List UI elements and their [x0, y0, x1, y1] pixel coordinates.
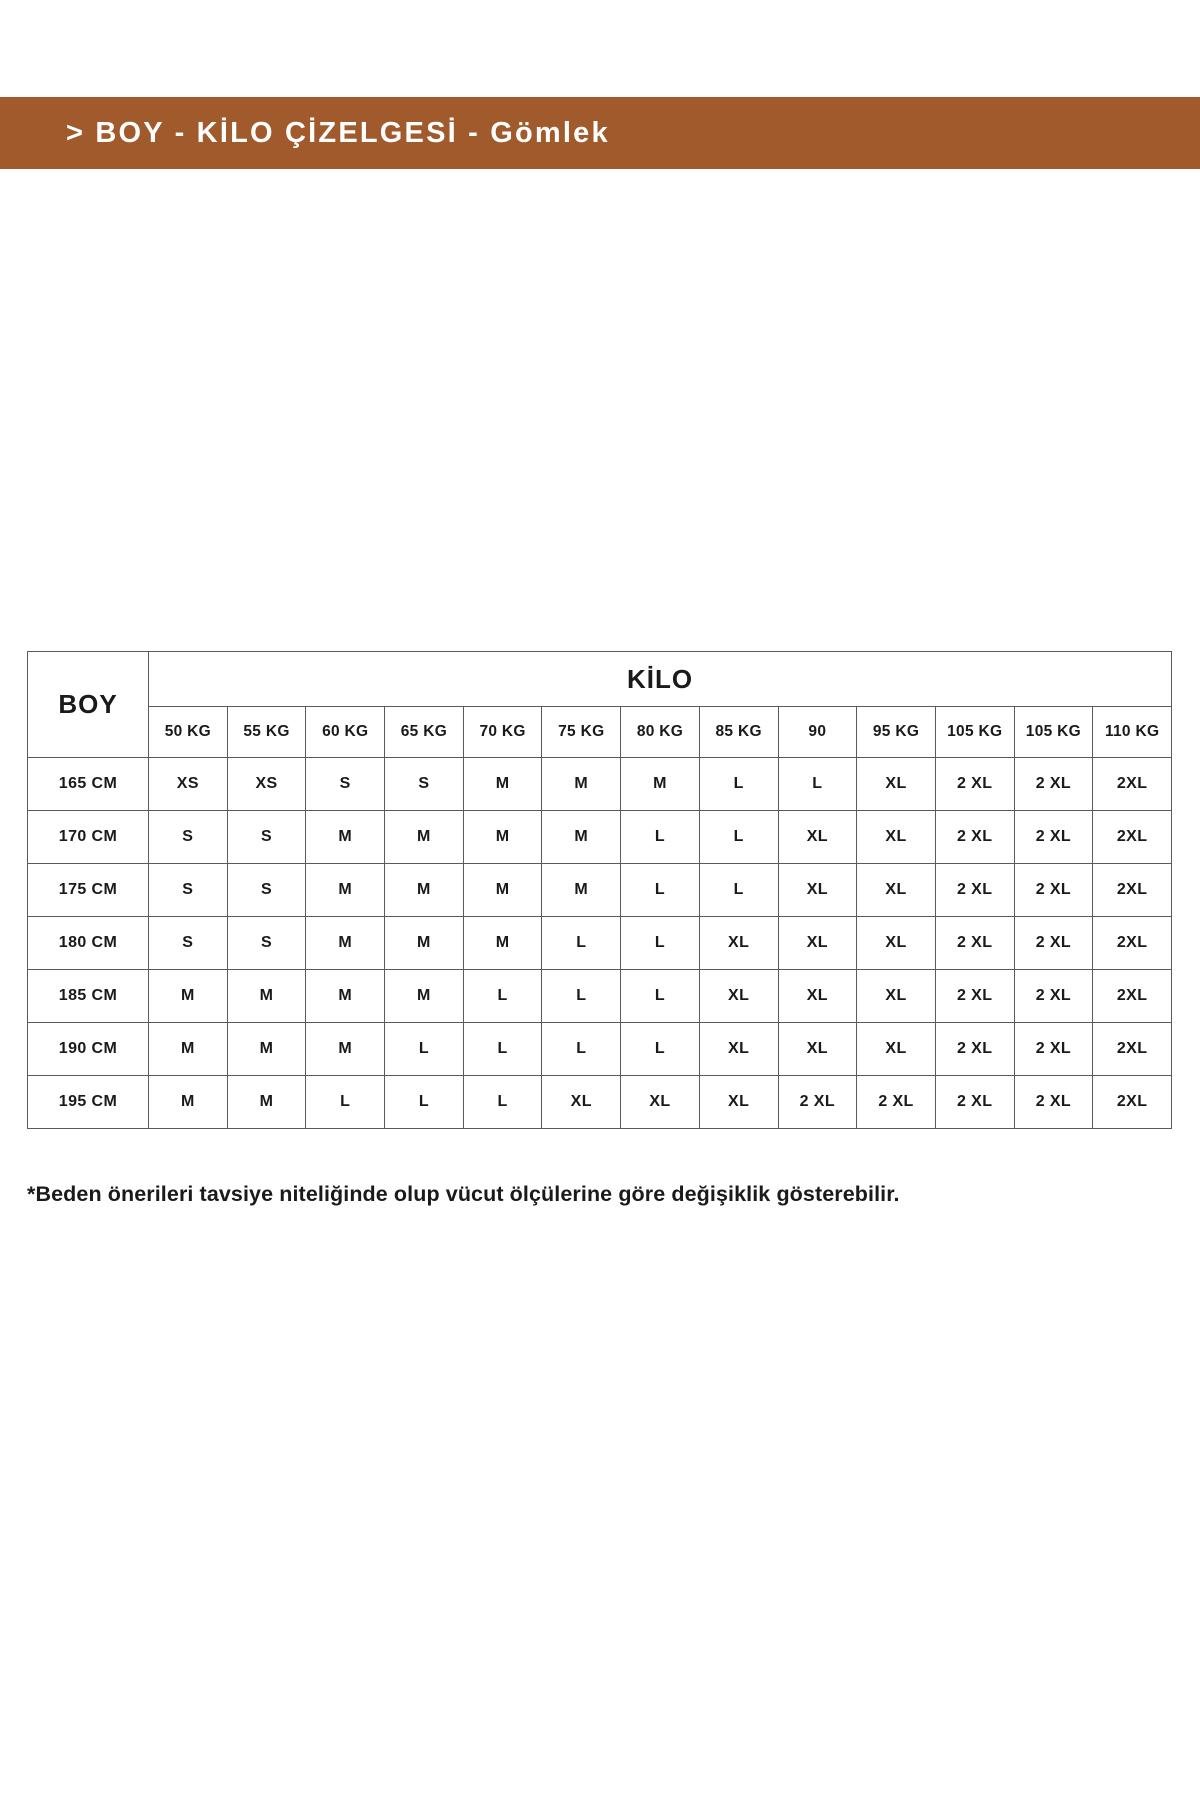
size-cell: L	[778, 758, 857, 811]
size-cell: L	[542, 917, 621, 970]
size-cell: L	[306, 1076, 385, 1129]
size-cell: M	[306, 864, 385, 917]
size-cell: M	[385, 970, 464, 1023]
size-cell: XL	[857, 758, 936, 811]
size-cell: 2 XL	[935, 970, 1014, 1023]
weight-header-cell: 105 KG	[935, 707, 1014, 758]
size-cell: 2 XL	[1014, 864, 1093, 917]
height-label-cell: 195 CM	[28, 1076, 149, 1129]
height-label-cell: 175 CM	[28, 864, 149, 917]
size-cell: 2 XL	[1014, 970, 1093, 1023]
weight-header-cell: 80 KG	[621, 707, 700, 758]
size-cell: M	[385, 917, 464, 970]
weight-header-cell: 65 KG	[385, 707, 464, 758]
size-cell: L	[699, 758, 778, 811]
size-cell: L	[699, 811, 778, 864]
size-cell: S	[149, 811, 228, 864]
size-cell: XL	[778, 917, 857, 970]
size-chart-body	[28, 652, 1172, 1129]
size-cell: M	[463, 811, 542, 864]
size-cell: XL	[621, 1076, 700, 1129]
table-row	[28, 864, 1172, 917]
size-cell: L	[621, 917, 700, 970]
size-cell: 2 XL	[1014, 758, 1093, 811]
height-label-cell: 185 CM	[28, 970, 149, 1023]
size-cell: S	[385, 758, 464, 811]
weight-header-cell: 110 KG	[1093, 707, 1172, 758]
size-cell: M	[463, 917, 542, 970]
size-cell: M	[149, 1076, 228, 1129]
table-row	[28, 811, 1172, 864]
size-cell: 2XL	[1093, 1076, 1172, 1129]
size-cell: XL	[778, 1023, 857, 1076]
size-cell: M	[227, 1023, 306, 1076]
size-cell: S	[227, 811, 306, 864]
size-cell: 2 XL	[778, 1076, 857, 1129]
size-cell: S	[149, 917, 228, 970]
size-cell: 2XL	[1093, 1023, 1172, 1076]
size-cell: 2 XL	[935, 1076, 1014, 1129]
size-cell: M	[463, 758, 542, 811]
weight-header-cell: 85 KG	[699, 707, 778, 758]
weight-header-cell: 50 KG	[149, 707, 228, 758]
size-cell: M	[227, 1076, 306, 1129]
weight-header-cell: 105 KG	[1014, 707, 1093, 758]
size-cell: 2 XL	[935, 864, 1014, 917]
size-cell: 2 XL	[1014, 917, 1093, 970]
size-cell: S	[227, 864, 306, 917]
size-cell: XL	[857, 1023, 936, 1076]
weight-header-cell: 60 KG	[306, 707, 385, 758]
table-row	[28, 1076, 1172, 1129]
size-cell: M	[227, 970, 306, 1023]
size-cell: XL	[857, 864, 936, 917]
table-group-header-row	[28, 652, 1172, 707]
size-cell: M	[149, 1023, 228, 1076]
size-cell: XS	[227, 758, 306, 811]
size-cell: L	[542, 1023, 621, 1076]
size-cell: XL	[542, 1076, 621, 1129]
size-cell: S	[227, 917, 306, 970]
size-cell: L	[463, 1023, 542, 1076]
size-cell: L	[621, 1023, 700, 1076]
size-cell: 2 XL	[1014, 1023, 1093, 1076]
size-cell: 2XL	[1093, 917, 1172, 970]
size-cell: 2 XL	[935, 758, 1014, 811]
size-cell: XL	[699, 917, 778, 970]
size-cell: XL	[699, 1076, 778, 1129]
group-header-kilo: KİLO	[149, 652, 1172, 707]
weight-header-cell: 55 KG	[227, 707, 306, 758]
size-cell: M	[542, 811, 621, 864]
header-banner	[0, 97, 1200, 169]
size-cell: M	[542, 864, 621, 917]
size-cell: M	[621, 758, 700, 811]
size-cell: M	[385, 864, 464, 917]
weight-header-cell: 75 KG	[542, 707, 621, 758]
size-cell: M	[306, 917, 385, 970]
weight-header-cell: 70 KG	[463, 707, 542, 758]
table-weight-header-row	[28, 707, 1172, 758]
size-cell: XL	[778, 864, 857, 917]
height-label-cell: 165 CM	[28, 758, 149, 811]
size-cell: XL	[857, 917, 936, 970]
height-label-cell: 190 CM	[28, 1023, 149, 1076]
size-cell: 2XL	[1093, 864, 1172, 917]
size-cell: M	[306, 970, 385, 1023]
size-cell: XL	[778, 811, 857, 864]
size-cell: M	[385, 811, 464, 864]
size-cell: XL	[699, 1023, 778, 1076]
size-cell: L	[699, 864, 778, 917]
weight-header-cell: 90	[778, 707, 857, 758]
weight-header-cell: 95 KG	[857, 707, 936, 758]
height-label-cell: 170 CM	[28, 811, 149, 864]
size-cell: M	[306, 811, 385, 864]
size-cell: 2 XL	[935, 1023, 1014, 1076]
size-cell: 2 XL	[1014, 1076, 1093, 1129]
size-cell: M	[306, 1023, 385, 1076]
size-cell: L	[385, 1076, 464, 1129]
size-cell: S	[306, 758, 385, 811]
size-cell: L	[463, 970, 542, 1023]
size-chart-table	[27, 651, 1172, 1129]
size-cell: XS	[149, 758, 228, 811]
size-cell: 2XL	[1093, 811, 1172, 864]
size-cell: L	[385, 1023, 464, 1076]
table-row	[28, 970, 1172, 1023]
size-cell: 2XL	[1093, 970, 1172, 1023]
size-cell: L	[463, 1076, 542, 1129]
size-cell: XL	[857, 811, 936, 864]
corner-header-boy: BOY	[28, 652, 149, 758]
size-cell: S	[149, 864, 228, 917]
footnote-text: *Beden önerileri tavsiye niteliğinde olup vücut ölçülerine göre değişiklik gösterebilir.	[27, 1182, 900, 1206]
page-title: > BOY - KİLO ÇİZELGESİ - Gömlek	[66, 116, 610, 149]
size-cell: XL	[699, 970, 778, 1023]
size-cell: 2 XL	[857, 1076, 936, 1129]
size-cell: M	[149, 970, 228, 1023]
height-label-cell: 180 CM	[28, 917, 149, 970]
size-cell: L	[542, 970, 621, 1023]
table-row	[28, 917, 1172, 970]
size-cell: M	[542, 758, 621, 811]
size-chart-container	[27, 651, 1172, 1129]
size-cell: 2XL	[1093, 758, 1172, 811]
table-row	[28, 758, 1172, 811]
size-cell: M	[463, 864, 542, 917]
table-row	[28, 1023, 1172, 1076]
size-cell: L	[621, 864, 700, 917]
size-cell: L	[621, 970, 700, 1023]
size-cell: L	[621, 811, 700, 864]
size-cell: 2 XL	[1014, 811, 1093, 864]
size-cell: 2 XL	[935, 811, 1014, 864]
size-cell: 2 XL	[935, 917, 1014, 970]
size-cell: XL	[778, 970, 857, 1023]
size-cell: XL	[857, 970, 936, 1023]
